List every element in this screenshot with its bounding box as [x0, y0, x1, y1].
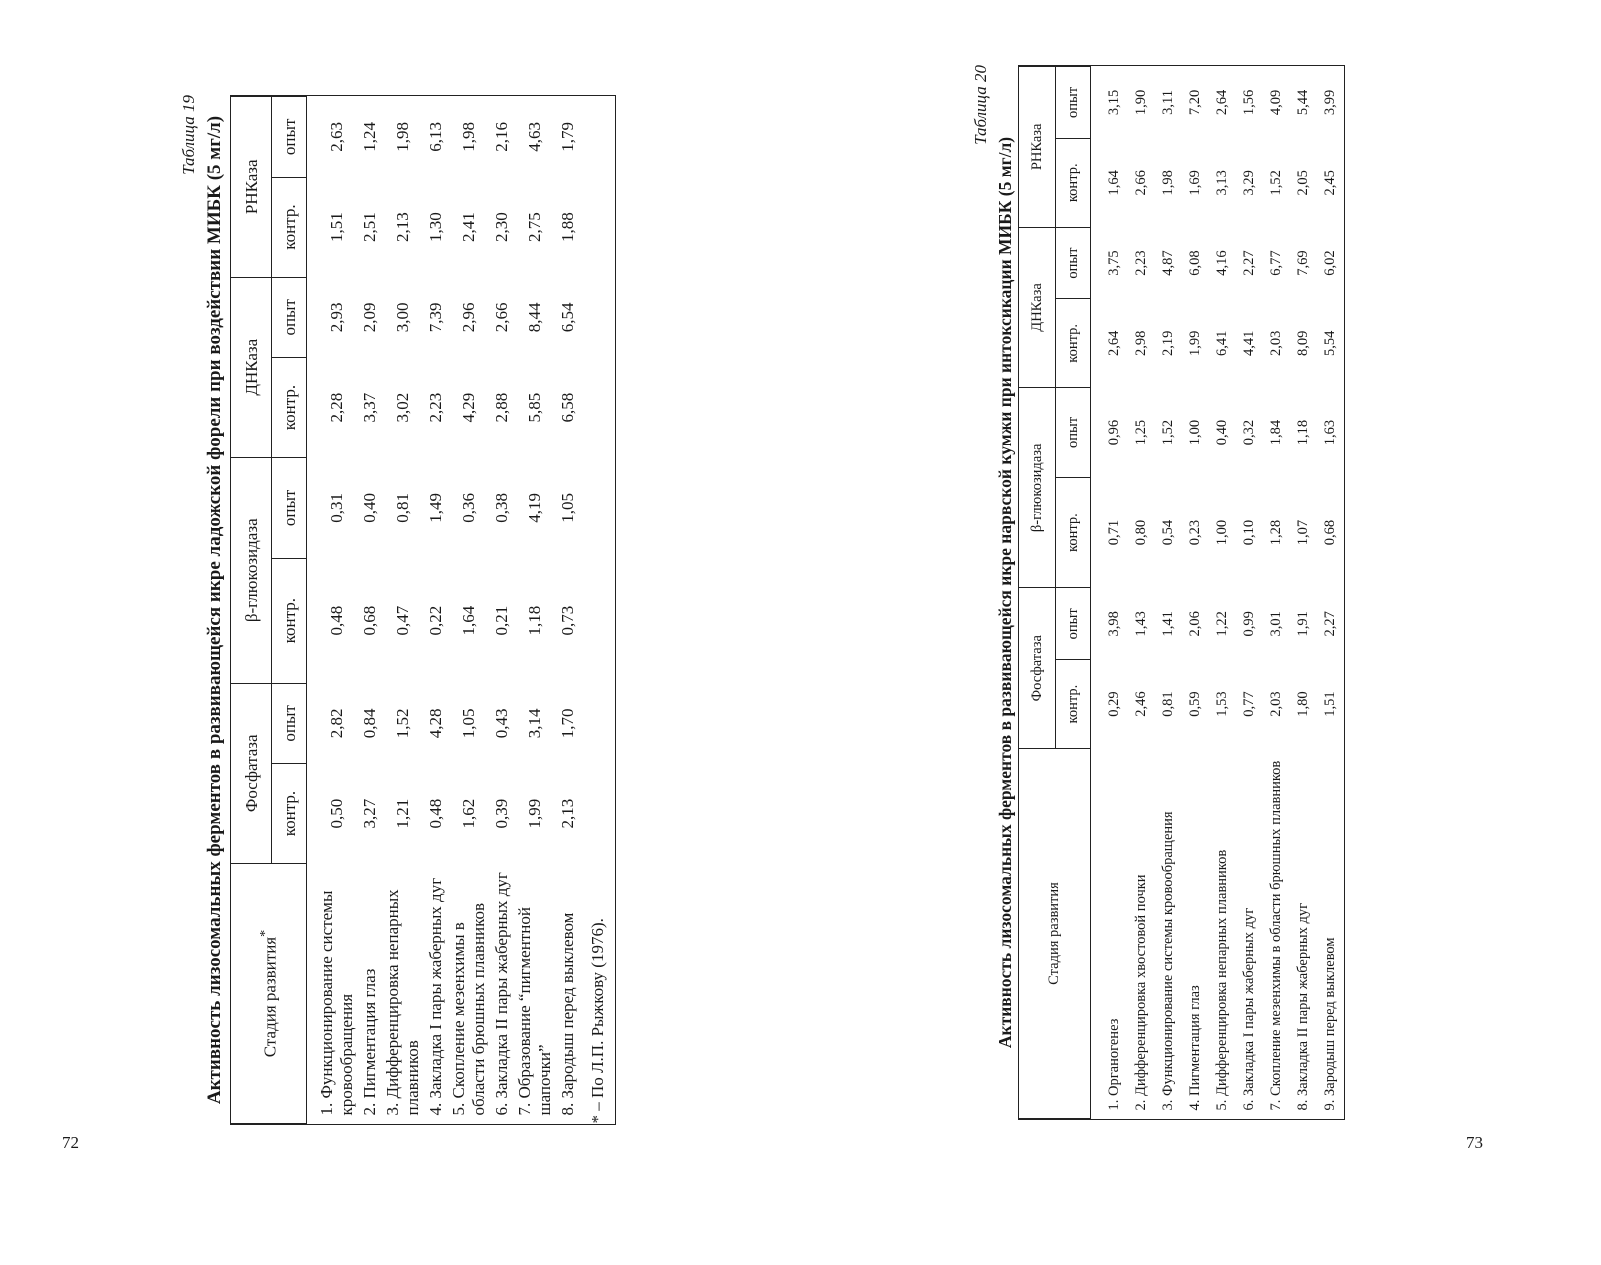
value-cell: 1,99: [1187, 330, 1203, 357]
value-cell: 2,66: [492, 302, 511, 333]
value-cell: 3,15: [1106, 89, 1122, 116]
value-cell: 0,40: [1214, 419, 1230, 446]
value-cell: 0,59: [1187, 691, 1203, 717]
value-cell: 6,13: [426, 121, 445, 152]
group-header: РНКаза: [1019, 67, 1056, 228]
value-cell: 0,43: [492, 708, 511, 739]
value-cell: 0,96: [1106, 419, 1122, 446]
value-cell: 1,98: [393, 121, 412, 152]
value-cell: 2,30: [492, 212, 511, 242]
value-cell: 1,80: [1295, 691, 1311, 717]
value-cell: 8,44: [525, 302, 544, 333]
subheader-control: контр.: [1056, 138, 1091, 227]
value-cell: 0,68: [360, 605, 379, 636]
subheader-experiment: опыт: [1056, 227, 1091, 299]
stage-cell: 2. Дифференцировка хвостовой почки: [1133, 874, 1149, 1111]
value-cell: 1,18: [525, 605, 544, 636]
stage-cell: 7. Скопление мезенхимы в области брюшных плавников: [1268, 760, 1284, 1111]
value-cell: 1,91: [1295, 611, 1311, 637]
value-cell: 2,05: [1295, 170, 1311, 196]
value-cell: 2,98: [1133, 330, 1149, 357]
value-cell: 2,46: [1133, 691, 1149, 717]
value-cell: 1,52: [1268, 170, 1284, 196]
group-header: ДНКаза: [1019, 227, 1056, 388]
group-header: РНКаза: [231, 97, 272, 278]
subheader-experiment: опыт: [272, 97, 307, 178]
value-cell: 0,21: [492, 605, 511, 636]
stage-cell: 5. Дифференцировка непарных плавников: [1214, 849, 1230, 1111]
value-cell: 2,06: [1187, 611, 1203, 637]
table-row: [515, 97, 555, 1124]
value-cell: 1,62: [459, 798, 478, 829]
stage-cell: 1. Органогенез: [1106, 1018, 1122, 1111]
value-cell: 0,48: [426, 798, 445, 829]
value-cell: 2,09: [360, 302, 379, 333]
value-cell: 1,64: [1106, 170, 1122, 196]
value-cell: 2,27: [1322, 611, 1338, 637]
value-cell: 0,81: [393, 493, 412, 523]
value-cell: 2,13: [393, 212, 412, 242]
value-cell: 1,22: [1214, 611, 1230, 637]
table-row: [307, 97, 358, 1124]
table-row: [383, 97, 423, 1124]
value-cell: 0,10: [1241, 519, 1257, 546]
table-label: Таблица 19: [179, 95, 198, 175]
value-cell: 2,45: [1322, 170, 1338, 196]
value-cell: 3,98: [1106, 611, 1122, 637]
value-cell: 0,29: [1106, 691, 1122, 717]
stage-cell: 9. Зародыш перед выклевом: [1322, 937, 1338, 1111]
value-cell: 6,58: [558, 392, 577, 423]
value-cell: 1,52: [1160, 419, 1176, 446]
value-cell: 0,84: [360, 708, 379, 739]
value-cell: 4,29: [459, 392, 478, 423]
stage-cell: 7. Образование “пигментной шапочки”: [515, 907, 554, 1116]
value-cell: 2,82: [327, 708, 346, 739]
stage-cell: 3. Дифференцировка непарных плавников: [383, 889, 422, 1116]
value-cell: 1,05: [558, 493, 577, 523]
group-header: Фосфатаза: [231, 683, 272, 863]
table-row: [449, 97, 489, 1124]
value-cell: 5,54: [1322, 330, 1338, 357]
footnote: * – По Л.П. Рыжкову (1976).: [588, 918, 607, 1124]
value-cell: 8,09: [1295, 330, 1311, 357]
table-row: [1290, 67, 1317, 1119]
value-cell: 0,54: [1160, 519, 1176, 546]
value-cell: 0,50: [327, 798, 346, 829]
stage-cell: 3. Функционирование системы кровообращения: [1160, 811, 1176, 1111]
value-cell: 0,32: [1241, 419, 1257, 446]
group-header: Фосфатаза: [1019, 588, 1056, 749]
value-cell: 3,75: [1106, 250, 1122, 276]
value-cell: 3,14: [525, 708, 544, 739]
subheader-experiment: опыт: [272, 683, 307, 764]
value-cell: 0,47: [393, 605, 412, 636]
table-row: [1236, 67, 1263, 1119]
value-cell: 2,27: [1241, 250, 1257, 276]
stage-cell: 4. Пигментация глаз: [1187, 985, 1203, 1111]
value-cell: 3,13: [1214, 170, 1230, 196]
stage-cell: 6. Закладка I пары жаберных дуг: [1241, 907, 1257, 1111]
value-cell: 3,11: [1160, 90, 1176, 115]
value-cell: 2,93: [327, 302, 346, 333]
value-cell: 4,63: [525, 121, 544, 152]
table-row: [1128, 67, 1155, 1119]
value-cell: 1,70: [558, 708, 577, 739]
stage-cell: 5. Скопление мезенхимы в области брюшных плавников: [449, 902, 488, 1116]
value-cell: 0,31: [327, 493, 346, 523]
value-cell: 2,63: [327, 121, 346, 152]
subheader-experiment: опыт: [1056, 67, 1091, 139]
value-cell: 1,28: [1268, 519, 1284, 546]
group-header: β-глюкозидаза: [231, 457, 272, 683]
value-cell: 0,77: [1241, 691, 1257, 717]
stage-cell: 4. Закладка I пары жаберных дуг: [426, 877, 445, 1116]
value-cell: 3,01: [1268, 611, 1284, 637]
value-cell: 1,63: [1322, 419, 1338, 446]
value-cell: 1,00: [1214, 519, 1230, 546]
value-cell: 0,36: [459, 493, 478, 523]
table-row: [1317, 67, 1344, 1119]
value-cell: 2,64: [1214, 89, 1230, 116]
value-cell: 2,03: [1268, 691, 1284, 717]
subheader-control: контр.: [1056, 299, 1091, 388]
value-cell: 3,37: [360, 392, 379, 423]
subheader-experiment: опыт: [1056, 588, 1091, 660]
subheader-experiment: опыт: [272, 277, 307, 358]
value-cell: 6,41: [1214, 330, 1230, 357]
value-cell: 3,99: [1322, 89, 1338, 116]
value-cell: 1,79: [558, 121, 577, 152]
value-cell: 1,90: [1133, 89, 1149, 116]
value-cell: 2,23: [1133, 250, 1149, 276]
table-row: [1091, 67, 1129, 1119]
value-cell: 2,51: [360, 212, 379, 242]
value-cell: 1,98: [1160, 170, 1176, 196]
stage-cell: 6. Закладка II пары жаберных дуг: [492, 872, 511, 1116]
value-cell: 1,24: [360, 121, 379, 152]
value-cell: 7,20: [1187, 89, 1203, 116]
table-title: Активность лизосомальных ферментов в развивающейся икре нарвской кумжи при интоксикации МИБК (5 мг/л): [995, 136, 1015, 1049]
value-cell: 4,09: [1268, 89, 1284, 116]
subheader-control: контр.: [272, 764, 307, 864]
table-label: Таблица 20: [971, 65, 990, 145]
value-cell: 0,81: [1160, 691, 1176, 717]
subheader-experiment: опыт: [1056, 388, 1091, 477]
stage-cell: 8. Закладка II пары жаберных дуг: [1295, 902, 1311, 1111]
value-cell: 1,69: [1187, 170, 1203, 196]
value-cell: 1,49: [426, 493, 445, 523]
value-cell: 1,56: [1241, 89, 1257, 116]
value-cell: 2,66: [1133, 170, 1149, 196]
value-cell: 6,08: [1187, 250, 1203, 276]
value-cell: 3,29: [1241, 170, 1257, 196]
value-cell: 2,41: [459, 212, 478, 242]
value-cell: 2,13: [558, 798, 577, 829]
value-cell: 5,85: [525, 392, 544, 423]
value-cell: 1,21: [393, 798, 412, 829]
value-cell: 1,00: [1187, 419, 1203, 446]
stage-cell: 1. Функционирование системы кровообращения: [317, 890, 356, 1116]
value-cell: 5,44: [1295, 89, 1311, 116]
subheader-control: контр.: [1056, 477, 1091, 588]
data-table: [1018, 66, 1344, 1119]
value-cell: 1,53: [1214, 691, 1230, 717]
value-cell: 1,30: [426, 212, 445, 242]
table-row: [1155, 67, 1182, 1119]
table-row: [357, 97, 383, 1124]
stage-cell: 8. Зародыш перед выклевом: [558, 912, 577, 1116]
value-cell: 0,99: [1241, 611, 1257, 637]
value-cell: 3,27: [360, 798, 379, 829]
value-cell: 1,18: [1295, 419, 1311, 446]
value-cell: 1,05: [459, 708, 478, 739]
value-cell: 4,28: [426, 708, 445, 739]
value-cell: 1,84: [1268, 419, 1284, 446]
value-cell: 2,96: [459, 302, 478, 333]
data-table: [230, 96, 615, 1124]
group-header: β-глюкозидаза: [1019, 388, 1056, 588]
value-cell: 6,77: [1268, 250, 1284, 276]
value-cell: 0,48: [327, 605, 346, 636]
value-cell: 6,54: [558, 302, 577, 333]
value-cell: 2,23: [426, 392, 445, 423]
footnote-row: [581, 97, 615, 1124]
value-cell: 2,64: [1106, 330, 1122, 357]
subheader-control: контр.: [1056, 660, 1091, 749]
value-cell: 1,99: [525, 798, 544, 829]
table-20-block: [970, 65, 1350, 1120]
value-cell: 1,25: [1133, 419, 1149, 446]
table-row: [1182, 67, 1209, 1119]
table-row: [423, 97, 449, 1124]
table-title: Активность лизосомальных ферментов в развивающейся икре ладожской форели при воздействии МИБК (5 мг/л): [204, 115, 225, 1105]
value-cell: 0,71: [1106, 519, 1122, 546]
page-number-right: 73: [1466, 1133, 1483, 1152]
footnote-mark: *: [257, 929, 274, 937]
value-cell: 0,68: [1322, 519, 1338, 546]
value-cell: 1,88: [558, 212, 577, 242]
value-cell: 1,64: [459, 605, 478, 636]
table-row: [1263, 67, 1290, 1119]
value-cell: 4,19: [525, 493, 544, 523]
value-cell: 2,03: [1268, 330, 1284, 357]
page-number-left: 72: [62, 1133, 79, 1152]
value-cell: 1,07: [1295, 519, 1311, 546]
value-cell: 2,19: [1160, 330, 1176, 357]
value-cell: 2,88: [492, 392, 511, 423]
value-cell: 1,98: [459, 121, 478, 152]
stage-cell: 2. Пигментация глаз: [360, 968, 379, 1116]
value-cell: 0,38: [492, 493, 511, 523]
table-row: [1209, 67, 1236, 1119]
value-cell: 2,28: [327, 392, 346, 423]
subheader-experiment: опыт: [272, 457, 307, 558]
value-cell: 4,16: [1214, 250, 1230, 276]
value-cell: 4,87: [1160, 250, 1176, 276]
value-cell: 2,75: [525, 212, 544, 242]
value-cell: 1,41: [1160, 611, 1176, 637]
table-19-block: [178, 95, 607, 1125]
value-cell: 1,52: [393, 708, 412, 739]
table-row: [489, 97, 515, 1124]
group-header: ДНКаза: [231, 277, 272, 457]
value-cell: 0,80: [1133, 519, 1149, 546]
value-cell: 6,02: [1322, 250, 1338, 276]
value-cell: 0,23: [1187, 519, 1203, 546]
value-cell: 1,43: [1133, 611, 1149, 637]
value-cell: 0,40: [360, 493, 379, 523]
value-cell: 0,22: [426, 605, 445, 636]
stage-header: Стадия развития: [1019, 749, 1091, 1119]
value-cell: 7,69: [1295, 250, 1311, 276]
value-cell: 4,41: [1241, 330, 1257, 357]
subheader-control: контр.: [272, 177, 307, 277]
value-cell: 3,00: [393, 302, 412, 333]
value-cell: 1,51: [327, 212, 346, 242]
value-cell: 2,16: [492, 121, 511, 152]
value-cell: 7,39: [426, 302, 445, 333]
table-row: [555, 97, 581, 1124]
value-cell: 0,39: [492, 798, 511, 829]
stage-header: Стадия развития*: [231, 864, 307, 1124]
subheader-control: контр.: [272, 558, 307, 683]
value-cell: 1,51: [1322, 691, 1338, 717]
value-cell: 0,73: [558, 605, 577, 636]
subheader-control: контр.: [272, 358, 307, 458]
value-cell: 3,02: [393, 392, 412, 423]
